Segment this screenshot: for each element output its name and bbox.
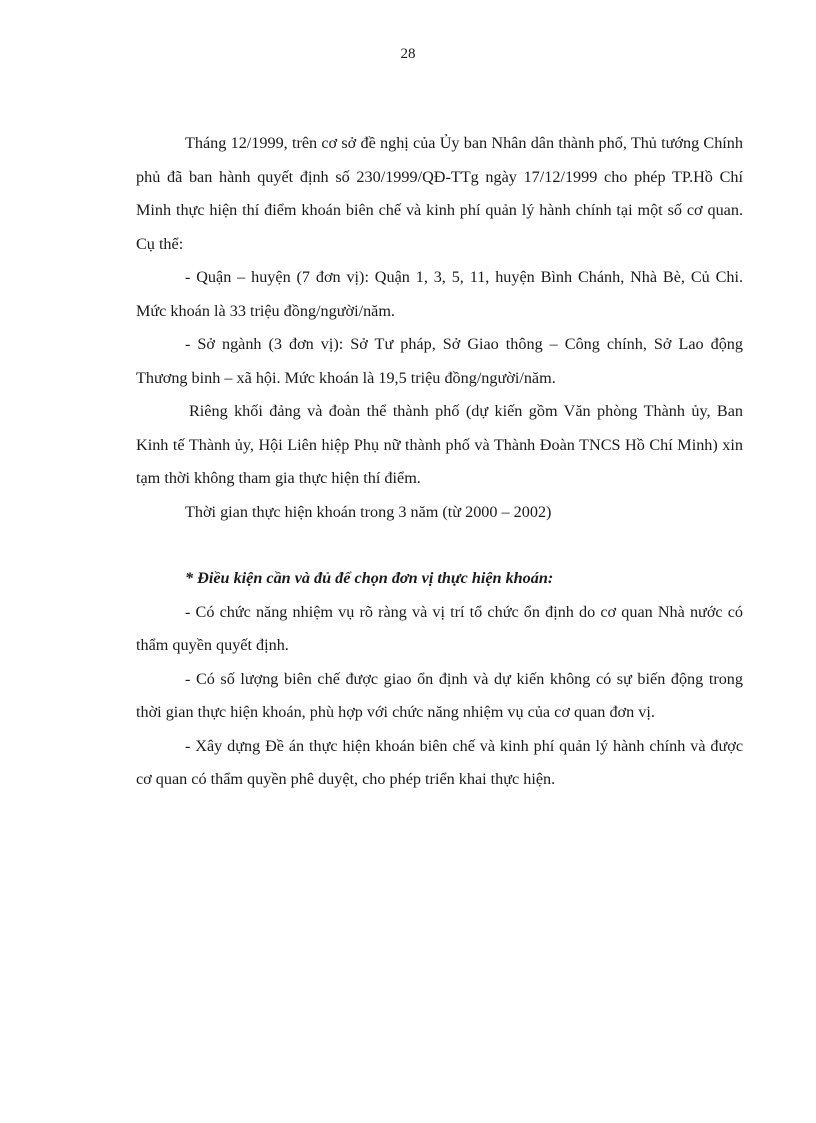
paragraph-department-units: - Sở ngành (3 đơn vị): Sở Tư pháp, Sở Giao thông – Công chính, Sở Lao động Thương binh – xã hội. Mức khoán là 19,5 triệu đồng/người/năm. xyxy=(136,335,743,387)
paragraph-duration: Thời gian thực hiện khoán trong 3 năm (từ 2000 – 2002) xyxy=(185,502,552,521)
section-heading-conditions: * Điều kiện cần và đủ để chọn đơn vị thực hiện khoán: xyxy=(185,569,554,587)
condition-item: - Có chức năng nhiệm vụ rõ ràng và vị trí tổ chức ổn định do cơ quan Nhà nước có thẩm quyền quyết định. xyxy=(136,602,743,654)
document-body xyxy=(136,127,743,797)
condition-item: - Có số lượng biên chế được giao ổn định và dự kiến không có sự biến động trong thời gian thực hiện khoán, phù hợp với chức năng nhiệm vụ của cơ quan đơn vị. xyxy=(136,669,743,721)
condition-item: - Xây dựng Đề án thực hiện khoán biên chế và kinh phí quản lý hành chính và được cơ quan có thẩm quyền phê duyệt, cho phép triển khai thực hiện. xyxy=(136,736,743,788)
page-number: 28 xyxy=(400,46,416,62)
paragraph-party-organizations: Riêng khối đảng và đoàn thể thành phố (dự kiến gồm Văn phòng Thành ủy, Ban Kinh tế Thành ủy, Hội Liên hiệp Phụ nữ thành phố và Thành Đoàn TNCS Hồ Chí Minh) xin tạm thời không tham gia thực hiện thí điểm. xyxy=(136,402,743,487)
paragraph-decision: Tháng 12/1999, trên cơ sở đề nghị của Ủy ban Nhân dân thành phố, Thủ tướng Chính phủ đã ban hành quyết định số 230/1999/QĐ-TTg ngày 17/12/1999 cho phép TP.Hồ Chí Minh thực hiện thí điểm khoán biên chế và kinh phí quản lý hành chính tại một số cơ quan. Cụ thể: xyxy=(136,134,743,253)
paragraph-district-units: - Quận – huyện (7 đơn vị): Quận 1, 3, 5, 11, huyện Bình Chánh, Nhà Bè, Củ Chi. Mức khoán là 33 triệu đồng/người/năm. xyxy=(136,268,743,320)
